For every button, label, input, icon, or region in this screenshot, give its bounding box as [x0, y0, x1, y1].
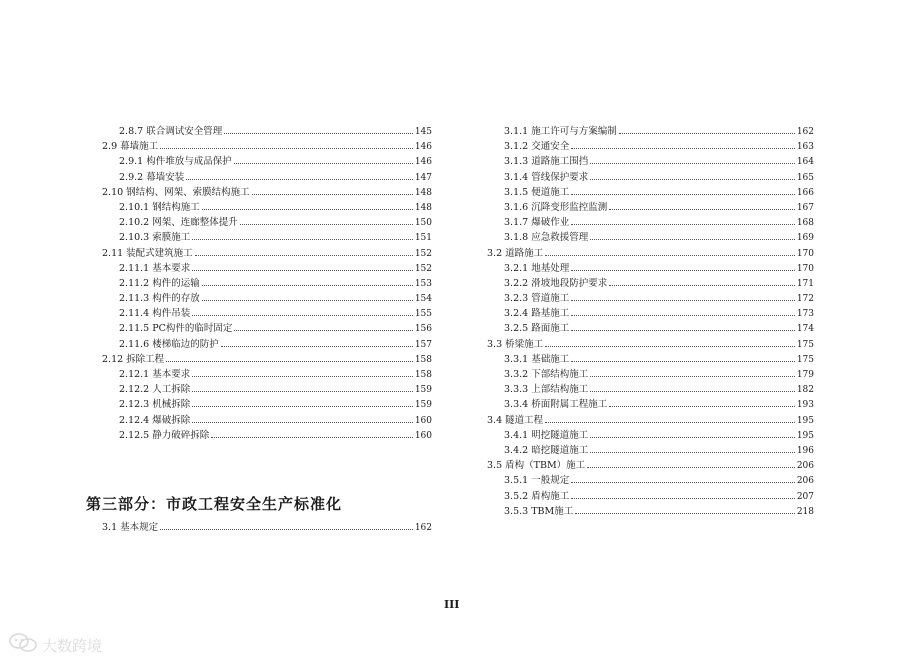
toc-entry-page: 168	[796, 218, 814, 229]
dot-leader	[571, 291, 795, 301]
toc-entry-title: 3.3.1 基础施工	[504, 353, 570, 365]
dot-leader	[234, 321, 412, 331]
dot-leader	[192, 261, 413, 271]
dot-leader	[609, 397, 795, 407]
toc-entry-page: 195	[796, 430, 814, 441]
toc-entry[interactable]	[102, 352, 432, 367]
toc-entry-page: 150	[414, 218, 432, 229]
toc-entry-page: 148	[414, 187, 432, 198]
dot-leader	[202, 200, 413, 210]
toc-entry[interactable]	[487, 170, 814, 185]
toc-entry-page: 165	[796, 172, 814, 183]
dot-leader	[590, 367, 795, 377]
toc-entry[interactable]	[487, 276, 814, 291]
toc-entry-title: 3.1.2 交通安全	[504, 141, 570, 153]
dot-leader	[545, 413, 795, 423]
toc-entry-title: 2.11.3 构件的存放	[119, 293, 200, 305]
toc-entry-page: 174	[796, 324, 814, 335]
dot-leader	[571, 261, 795, 271]
toc-entry-title: 3.3.2 下部结构施工	[504, 369, 589, 380]
toc-entry-page: 153	[414, 278, 432, 289]
toc-entry[interactable]	[487, 200, 814, 215]
toc-entry[interactable]	[102, 306, 432, 321]
dot-leader	[571, 473, 795, 483]
toc-entry[interactable]	[102, 337, 432, 352]
dot-leader	[192, 397, 413, 407]
dot-leader	[202, 291, 413, 301]
toc-entry-title: 3.2.5 路面施工	[504, 323, 570, 335]
dot-leader	[545, 337, 795, 347]
toc-entry-title: 3.5 盾构（TBM）施工	[487, 460, 586, 472]
dot-leader	[192, 230, 413, 240]
toc-entry-page: 146	[414, 157, 432, 168]
dot-leader	[590, 443, 795, 453]
toc-entry-title: 2.10.1 钢结构施工	[119, 201, 200, 213]
toc-entry[interactable]	[487, 382, 814, 397]
toc-entry-title: 3.1.7 爆破作业	[504, 217, 570, 229]
wechat-bubble-icon	[8, 632, 38, 658]
toc-entry[interactable]	[487, 230, 814, 245]
toc-entry-page: 206	[796, 461, 814, 472]
toc-entry-title: 3.2.4 路基施工	[504, 308, 570, 320]
dot-leader	[192, 367, 413, 377]
toc-entry-title: 3.2.2 滑坡地段防护要求	[504, 277, 608, 289]
toc-entry-page: 156	[414, 324, 432, 335]
toc-entry-page: 169	[796, 233, 814, 244]
toc-entry-title: 2.12.4 爆破拆除	[119, 414, 191, 426]
toc-entry-title: 3.1.1 施工许可与方案编制	[504, 126, 617, 137]
toc-entry-title: 3.5.2 盾构施工	[504, 490, 570, 502]
toc-entry-title: 3.3 桥梁施工	[487, 338, 544, 350]
toc-entry-title: 3.1.6 沉降变形监控监测	[504, 201, 608, 213]
toc-entry-title: 3.4 隧道工程	[487, 414, 544, 426]
toc-entry[interactable]	[102, 185, 432, 200]
toc-entry-page: 158	[414, 354, 432, 365]
dot-leader	[192, 306, 413, 316]
toc-entry-page: 175	[796, 339, 814, 350]
toc-entry-title: 2.11 装配式建筑施工	[102, 247, 193, 259]
toc-entry-title: 3.3.4 桥面附属工程施工	[504, 399, 608, 411]
toc-entry-page: 164	[796, 157, 814, 168]
toc-entry-page: 160	[414, 430, 432, 441]
toc-entry-title: 3.1.3 道路施工围挡	[504, 156, 589, 168]
toc-entry-title: 3.1.8 应急救援管理	[504, 232, 589, 244]
toc-entry[interactable]	[102, 321, 432, 336]
toc-entry-page: 162	[796, 127, 814, 137]
toc-entry-page: 159	[414, 400, 432, 411]
dot-leader	[545, 246, 795, 256]
toc-entry[interactable]	[102, 246, 432, 261]
toc-entry-title: 3.3.3 上部结构施工	[504, 384, 589, 396]
toc-entry[interactable]	[487, 321, 814, 336]
dot-leader	[160, 520, 413, 530]
toc-entry[interactable]	[102, 520, 432, 535]
dot-leader	[590, 154, 795, 164]
dot-leader	[195, 246, 413, 256]
toc-entry-title: 3.1 基本规定	[102, 522, 159, 533]
toc-entry-page: 182	[796, 385, 814, 396]
toc-entry[interactable]	[102, 276, 432, 291]
toc-entry[interactable]	[102, 200, 432, 215]
toc-entry-page: 179	[796, 370, 814, 380]
toc-entry[interactable]	[102, 154, 432, 169]
dot-leader	[240, 215, 413, 225]
toc-entry[interactable]	[102, 397, 432, 412]
toc-entry-page: 147	[414, 172, 432, 183]
toc-entry[interactable]	[102, 413, 432, 428]
toc-entry[interactable]	[487, 489, 814, 504]
toc-entry[interactable]	[487, 306, 814, 321]
toc-entry[interactable]	[487, 367, 814, 382]
toc-left-bottom	[102, 520, 432, 535]
toc-entry[interactable]	[487, 443, 814, 458]
toc-entry[interactable]	[487, 458, 814, 473]
toc-entry-page: 146	[414, 142, 432, 153]
toc-entry[interactable]	[102, 261, 432, 276]
toc-entry[interactable]	[487, 337, 814, 352]
toc-entry-title: 2.11.1 基本要求	[119, 262, 191, 274]
dot-leader	[590, 170, 795, 180]
dot-leader	[609, 200, 795, 210]
toc-right-column	[487, 124, 814, 519]
page-number: III	[444, 598, 460, 611]
toc-entry[interactable]	[487, 124, 814, 139]
toc-entry-title: 2.9.2 幕墙安装	[119, 171, 185, 183]
toc-entry-title: 2.10.3 索膜施工	[119, 232, 191, 244]
toc-entry-title: 3.1.5 便道施工	[504, 186, 570, 198]
toc-entry[interactable]	[102, 230, 432, 245]
toc-entry-page: 195	[796, 415, 814, 426]
toc-entry-title: 2.10 钢结构、网架、索膜结构施工	[102, 186, 250, 198]
dot-leader	[252, 185, 413, 195]
toc-entry-title: 2.12.5 静力破碎拆除	[119, 429, 210, 441]
toc-entry-page: 175	[796, 354, 814, 365]
toc-entry-page: 218	[796, 506, 814, 517]
toc-left-column	[102, 124, 432, 443]
toc-entry-page: 152	[414, 263, 432, 274]
toc-entry-title: 2.11.2 构件的运输	[119, 277, 200, 289]
dot-leader	[211, 428, 413, 438]
toc-entry[interactable]	[102, 170, 432, 185]
toc-entry[interactable]	[102, 139, 432, 154]
toc-entry[interactable]	[487, 504, 814, 519]
dot-leader	[234, 154, 413, 164]
toc-entry-title: 2.11.4 构件吊装	[119, 308, 191, 320]
toc-entry-page: 155	[414, 309, 432, 320]
toc-entry-page: 196	[796, 445, 814, 456]
toc-entry[interactable]	[487, 139, 814, 154]
toc-entry-title: 3.4.1 明挖隧道施工	[504, 429, 589, 441]
dot-leader	[571, 489, 795, 499]
toc-entry[interactable]	[102, 367, 432, 382]
toc-entry[interactable]	[487, 154, 814, 169]
toc-entry-page: 159	[414, 385, 432, 396]
toc-entry[interactable]	[487, 246, 814, 261]
toc-entry-page: 148	[414, 202, 432, 213]
toc-entry-title: 2.12.1 基本要求	[119, 369, 191, 380]
dot-leader	[571, 215, 795, 225]
toc-entry-page: 152	[414, 248, 432, 259]
toc-entry-title: 3.4.2 暗挖隧道施工	[504, 444, 589, 456]
dot-leader	[221, 337, 413, 347]
toc-entry[interactable]	[102, 291, 432, 306]
dot-leader	[571, 139, 795, 149]
toc-entry[interactable]	[487, 352, 814, 367]
toc-entry-page: 173	[796, 309, 814, 320]
toc-entry-title: 2.8.7 联合调试安全管理	[119, 126, 223, 137]
toc-entry-page: 154	[414, 294, 432, 305]
toc-entry-page: 170	[796, 263, 814, 274]
toc-entry[interactable]	[487, 215, 814, 230]
toc-entry-title: 2.10.2 网架、连廊整体提升	[119, 217, 238, 229]
toc-entry-title: 3.2.1 地基处理	[504, 262, 570, 274]
toc-entry[interactable]	[487, 428, 814, 443]
toc-entry-page: 193	[796, 400, 814, 411]
dot-leader	[571, 185, 795, 195]
toc-entry[interactable]	[102, 382, 432, 397]
toc-entry[interactable]	[102, 215, 432, 230]
toc-entry-title: 3.5.3 TBM施工	[504, 505, 574, 517]
toc-entry-page: 145	[414, 127, 432, 137]
dot-leader	[590, 428, 795, 438]
toc-entry[interactable]	[102, 428, 432, 443]
watermark	[8, 632, 102, 658]
toc-entry-title: 3.2.3 管道施工	[504, 293, 570, 305]
toc-entry-page: 170	[796, 248, 814, 259]
toc-entry-page: 158	[414, 370, 432, 380]
toc-entry[interactable]	[102, 124, 432, 139]
dot-leader	[619, 124, 795, 134]
dot-leader	[587, 458, 795, 468]
toc-entry[interactable]	[487, 473, 814, 488]
toc-entry-page: 162	[414, 523, 432, 533]
toc-entry-title: 2.11.6 楼梯临边的防护	[119, 338, 219, 350]
toc-entry-title: 2.12 拆除工程	[102, 353, 165, 365]
dot-leader	[186, 170, 413, 180]
toc-entry-title: 2.9.1 构件堆放与成品保护	[119, 156, 232, 168]
part-title: 第三部分：市政工程安全生产标准化	[86, 495, 343, 513]
dot-leader	[571, 306, 795, 316]
toc-entry[interactable]	[487, 413, 814, 428]
watermark-text: 大数跨境	[42, 636, 103, 655]
dot-leader	[224, 124, 413, 134]
toc-entry-page: 163	[796, 142, 814, 153]
toc-entry-page: 157	[414, 339, 432, 350]
dot-leader	[192, 382, 413, 392]
dot-leader	[192, 413, 413, 423]
toc-entry[interactable]	[487, 291, 814, 306]
toc-entry-title: 3.5.1 一般规定	[504, 475, 570, 487]
dot-leader	[590, 230, 795, 240]
dot-leader	[202, 276, 413, 286]
toc-entry-title: 2.11.5 PC构件的临时固定	[119, 323, 233, 335]
toc-entry-page: 166	[796, 187, 814, 198]
toc-entry-title: 3.2 道路施工	[487, 247, 544, 259]
toc-entry-page: 160	[414, 415, 432, 426]
dot-leader	[575, 504, 795, 514]
toc-entry-page: 167	[796, 202, 814, 213]
toc-entry-page: 207	[796, 491, 814, 502]
toc-entry-page: 206	[796, 476, 814, 487]
dot-leader	[571, 321, 795, 331]
toc-entry-title: 2.9 幕墙施工	[102, 141, 159, 153]
toc-entry-page: 171	[796, 278, 814, 289]
dot-leader	[166, 352, 413, 362]
toc-entry-title: 2.12.2 人工拆除	[119, 384, 191, 396]
toc-entry-page: 172	[796, 294, 814, 305]
dot-leader	[571, 352, 795, 362]
toc-entry-page: 151	[414, 233, 432, 244]
toc-entry-title: 3.1.4 管线保护要求	[504, 171, 589, 183]
toc-entry[interactable]	[487, 261, 814, 276]
toc-entry[interactable]	[487, 397, 814, 412]
toc-entry[interactable]	[487, 185, 814, 200]
dot-leader	[609, 276, 795, 286]
toc-entry-title: 2.12.3 机械拆除	[119, 399, 191, 411]
dot-leader	[590, 382, 795, 392]
dot-leader	[160, 139, 413, 149]
